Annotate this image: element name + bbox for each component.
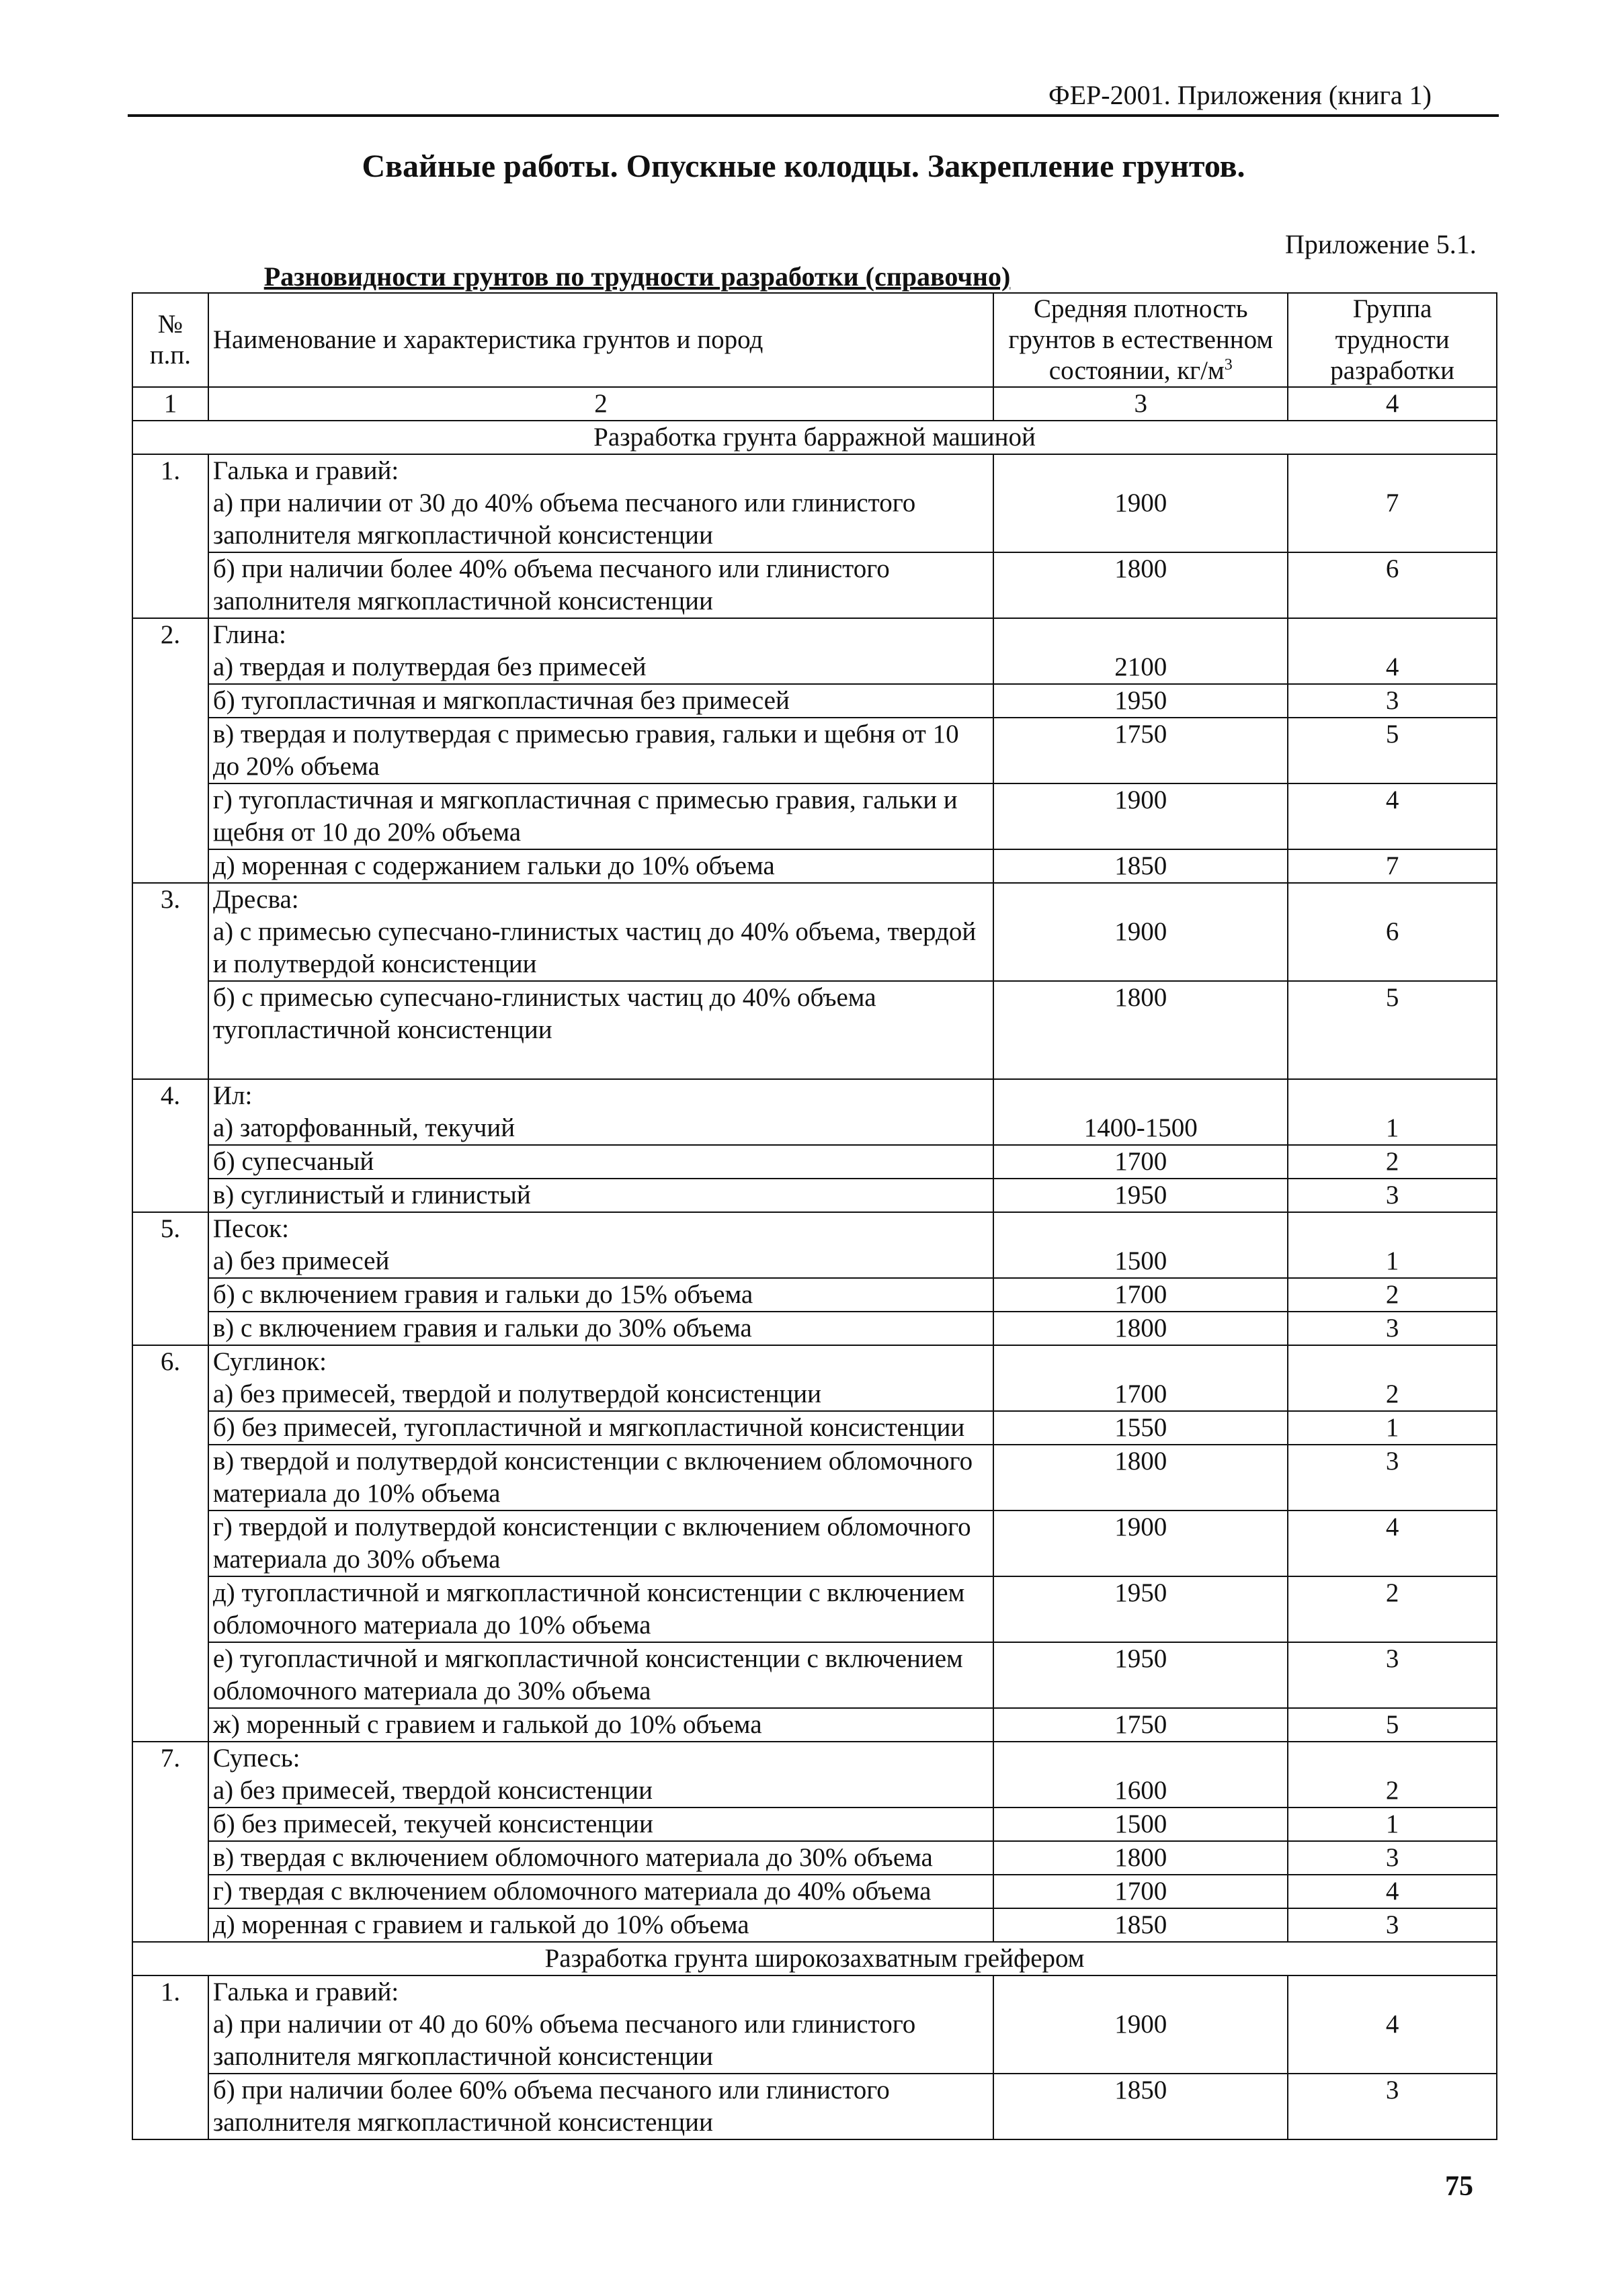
table-row [132, 1642, 1497, 1708]
density-value: 1800 [993, 1312, 1288, 1345]
soil-group-name: Глина: [208, 618, 993, 651]
soil-group-name: Дресва: [208, 883, 993, 916]
soil-description-text: в) с включением гравия и гальки до 30% объема [212, 1314, 752, 1343]
group-heading-row [132, 1212, 1497, 1245]
row-number: 1. [132, 454, 208, 487]
density-cell [993, 1742, 1288, 1775]
density-cell [993, 1212, 1288, 1245]
row-number-empty [132, 1808, 208, 1841]
group-cell [1288, 1345, 1497, 1378]
soil-description [208, 552, 993, 618]
row-number-empty [132, 1775, 208, 1808]
density-value: 1400-1500 [993, 1112, 1288, 1145]
soil-description [208, 1145, 993, 1179]
row-number-empty [132, 783, 208, 849]
soil-description [208, 1378, 993, 1411]
soil-table [132, 292, 1497, 2140]
column-number: 2 [208, 387, 993, 421]
section-row [132, 1942, 1497, 1975]
density-value: 1700 [993, 1278, 1288, 1312]
soil-description-text: д) тугопластичной и мягкопластичной консистенции с включением обломочного материала до 10% объема [212, 1578, 965, 1640]
row-number-empty [132, 981, 208, 1079]
group-heading-row [132, 454, 1497, 487]
row-number-empty [132, 1179, 208, 1212]
soil-description [208, 1312, 993, 1345]
density-value: 1850 [993, 1908, 1288, 1942]
group-heading-row [132, 618, 1497, 651]
soil-group-name: Галька и гравий: [208, 454, 993, 487]
row-number-empty [132, 1708, 208, 1742]
soil-description-text: а) при наличии от 30 до 40% объема песчаного или глинистого заполнителя мягкопластичной консистенции [212, 488, 916, 550]
difficulty-group: 5 [1288, 718, 1497, 783]
row-number-empty [132, 2008, 208, 2074]
soil-group-name: Галька и гравий: [208, 1975, 993, 2008]
group-heading-row [132, 1975, 1497, 2008]
density-value: 1550 [993, 1411, 1288, 1445]
soil-description [208, 1642, 993, 1708]
density-value: 1800 [993, 981, 1288, 1079]
difficulty-group: 7 [1288, 487, 1497, 552]
row-number: 1. [132, 1975, 208, 2008]
group-cell [1288, 1079, 1497, 1112]
row-number-empty [132, 1511, 208, 1576]
row-number-empty [132, 552, 208, 618]
soil-description [208, 1775, 993, 1808]
soil-description [208, 1445, 993, 1511]
soil-description-text: а) при наличии от 40 до 60% объема песчаного или глинистого заполнителя мягкопластичной консистенции [212, 2010, 916, 2071]
section-title: Разработка грунта барражной машиной [132, 421, 1497, 454]
density-cell [993, 1345, 1288, 1378]
group-cell [1288, 1742, 1497, 1775]
soil-description-text: г) твердая с включением обломочного материала до 40% объема [212, 1877, 932, 1906]
row-number-empty [132, 718, 208, 783]
difficulty-group: 6 [1288, 916, 1497, 981]
row-number-empty [132, 1411, 208, 1445]
soil-description [208, 1841, 993, 1875]
soil-description-text: г) тугопластичная и мягкопластичная с примесью гравия, гальки и щебня от 10 до 20% объема [212, 785, 958, 847]
soil-description [208, 718, 993, 783]
soil-description [208, 487, 993, 552]
row-number: 7. [132, 1742, 208, 1775]
density-value: 1750 [993, 1708, 1288, 1742]
table-row [132, 1179, 1497, 1212]
density-value: 1900 [993, 487, 1288, 552]
soil-description [208, 1708, 993, 1742]
column-number: 3 [993, 387, 1288, 421]
density-value: 2100 [993, 651, 1288, 684]
table-row [132, 1112, 1497, 1145]
soil-description-text: в) суглинистый и глинистый [212, 1181, 531, 1209]
column-number-row [132, 387, 1497, 421]
difficulty-group: 3 [1288, 1841, 1497, 1875]
table-row [132, 684, 1497, 718]
density-value: 1700 [993, 1145, 1288, 1179]
soil-description-text: б) супесчаный [212, 1147, 374, 1176]
density-header-sup: 3 [1224, 356, 1233, 374]
soil-description-text: в) твердой и полутвердой консистенции с включением обломочного материала до 10% объема [212, 1447, 973, 1508]
difficulty-group: 3 [1288, 1642, 1497, 1708]
row-number-empty [132, 487, 208, 552]
difficulty-group: 7 [1288, 849, 1497, 883]
soil-description-text: а) без примесей [212, 1246, 390, 1275]
group-cell [1288, 1212, 1497, 1245]
table-row [132, 1841, 1497, 1875]
difficulty-group: 4 [1288, 651, 1497, 684]
soil-description-text: а) без примесей, твердой и полутвердой консистенции [212, 1379, 821, 1408]
group-heading-row [132, 1345, 1497, 1378]
density-value: 1850 [993, 849, 1288, 883]
difficulty-group: 2 [1288, 1775, 1497, 1808]
density-value: 1700 [993, 1875, 1288, 1908]
table-caption: Разновидности грунтов по трудности разработки (справочно) [263, 261, 1011, 292]
difficulty-group: 1 [1288, 1112, 1497, 1145]
difficulty-group: 2 [1288, 1278, 1497, 1312]
row-number-empty [132, 1841, 208, 1875]
table-row [132, 1445, 1497, 1511]
row-number-empty [132, 1245, 208, 1278]
soil-description [208, 684, 993, 718]
soil-description-text: д) моренная с содержанием гальки до 10% объема [212, 851, 775, 880]
difficulty-group: 2 [1288, 1576, 1497, 1642]
soil-description [208, 1112, 993, 1145]
soil-description [208, 981, 993, 1079]
soil-description-text: б) с включением гравия и гальки до 15% объема [212, 1280, 753, 1309]
soil-description-text: в) твердая и полутвердая с примесью гравия, гальки и щебня от 10 до 20% объема [212, 720, 959, 781]
row-number: 2. [132, 618, 208, 651]
difficulty-group: 6 [1288, 552, 1497, 618]
soil-description [208, 1278, 993, 1312]
density-value: 1900 [993, 916, 1288, 981]
soil-description-text: б) при наличии более 40% объема песчаного или глинистого заполнителя мягкопластичной консистенции [212, 554, 890, 615]
table-row [132, 1576, 1497, 1642]
difficulty-group: 5 [1288, 1708, 1497, 1742]
table-row [132, 916, 1497, 981]
row-number-empty [132, 1278, 208, 1312]
group-heading-row [132, 883, 1497, 916]
density-value: 1900 [993, 2008, 1288, 2074]
col-header-density [993, 293, 1288, 387]
group-cell [1288, 1975, 1497, 2008]
group-cell [1288, 883, 1497, 916]
soil-description [208, 1576, 993, 1642]
density-value: 1900 [993, 1511, 1288, 1576]
group-cell [1288, 454, 1497, 487]
table-row [132, 2074, 1497, 2139]
table-row [132, 1875, 1497, 1908]
table-row [132, 1312, 1497, 1345]
group-heading-row [132, 1079, 1497, 1112]
soil-description-text: б) без примесей, тугопластичной и мягкопластичной консистенции [212, 1413, 965, 1442]
table-row [132, 981, 1497, 1079]
difficulty-group: 1 [1288, 1808, 1497, 1841]
row-number: 6. [132, 1345, 208, 1378]
soil-description [208, 1908, 993, 1942]
density-value: 1500 [993, 1245, 1288, 1278]
table-row [132, 849, 1497, 883]
row-number: 4. [132, 1079, 208, 1112]
table-row [132, 718, 1497, 783]
soil-group-name: Песок: [208, 1212, 993, 1245]
page-number: 75 [1445, 2171, 1473, 2202]
row-number-empty [132, 1145, 208, 1179]
soil-description-text: е) тугопластичной и мягкопластичной консистенции с включением обломочного материала до 30% объема [212, 1644, 963, 1705]
row-number-empty [132, 1642, 208, 1708]
group-cell [1288, 618, 1497, 651]
row-number-empty [132, 1445, 208, 1511]
soil-description [208, 849, 993, 883]
soil-description [208, 1808, 993, 1841]
soil-description-text: а) заторфованный, текучий [212, 1113, 516, 1142]
appendix-label: Приложение 5.1. [1285, 229, 1477, 259]
table-row [132, 1775, 1497, 1808]
row-number-empty [132, 1112, 208, 1145]
table-row [132, 1708, 1497, 1742]
density-value: 1950 [993, 1576, 1288, 1642]
table-row [132, 1511, 1497, 1576]
soil-description [208, 2074, 993, 2139]
section-title: Разработка грунта широкозахватным грейфером [132, 1942, 1497, 1975]
density-value: 1600 [993, 1775, 1288, 1808]
difficulty-group: 1 [1288, 1245, 1497, 1278]
difficulty-group: 3 [1288, 2074, 1497, 2139]
table-row [132, 1245, 1497, 1278]
soil-description [208, 651, 993, 684]
table-row [132, 1908, 1497, 1942]
row-number-empty [132, 684, 208, 718]
table-row [132, 1808, 1497, 1841]
density-value: 1750 [993, 718, 1288, 783]
soil-description [208, 916, 993, 981]
col-header-num: № п.п. [132, 293, 208, 387]
difficulty-group: 3 [1288, 1445, 1497, 1511]
difficulty-group: 4 [1288, 1875, 1497, 1908]
difficulty-group: 2 [1288, 1378, 1497, 1411]
row-number-empty [132, 1378, 208, 1411]
soil-description [208, 1245, 993, 1278]
soil-description [208, 1411, 993, 1445]
row-number-empty [132, 1576, 208, 1642]
soil-description [208, 1875, 993, 1908]
density-value: 1500 [993, 1808, 1288, 1841]
soil-description-text: ж) моренный с гравием и галькой до 10% объема [212, 1710, 762, 1739]
density-cell [993, 618, 1288, 651]
col-header-name: Наименование и характеристика грунтов и пород [208, 293, 993, 387]
density-value: 1950 [993, 684, 1288, 718]
soil-group-name: Супесь: [208, 1742, 993, 1775]
soil-description [208, 1179, 993, 1212]
column-number: 4 [1288, 387, 1497, 421]
running-header: ФЕР-2001. Приложения (книга 1) [1048, 80, 1432, 110]
difficulty-group: 4 [1288, 783, 1497, 849]
row-number: 3. [132, 883, 208, 916]
soil-description-text: а) без примесей, твердой консистенции [212, 1776, 653, 1805]
table-header-row [132, 293, 1497, 387]
table-row [132, 552, 1497, 618]
soil-description-text: д) моренная с гравием и галькой до 10% объема [212, 1910, 749, 1939]
row-number-empty [132, 2074, 208, 2139]
soil-description-text: а) твердая и полутвердая без примесей [212, 652, 647, 681]
soil-description [208, 1511, 993, 1576]
soil-description-text: а) с примесью супесчано-глинистых частиц до 40% объема, твердой и полутвердой консистенции [212, 917, 977, 978]
table-row [132, 783, 1497, 849]
row-number-empty [132, 1875, 208, 1908]
column-number: 1 [132, 387, 208, 421]
soil-description-text: б) с примесью супесчано-глинистых частиц до 40% объема тугопластичной консистенции [212, 983, 876, 1044]
density-value: 1900 [993, 783, 1288, 849]
table-row [132, 2008, 1497, 2074]
table-row [132, 1145, 1497, 1179]
soil-group-name: Суглинок: [208, 1345, 993, 1378]
density-value: 1700 [993, 1378, 1288, 1411]
density-cell [993, 1079, 1288, 1112]
difficulty-group: 3 [1288, 1312, 1497, 1345]
soil-description-text: б) без примесей, текучей консистенции [212, 1810, 653, 1838]
difficulty-group: 3 [1288, 1179, 1497, 1212]
difficulty-group: 5 [1288, 981, 1497, 1079]
density-cell [993, 454, 1288, 487]
density-cell [993, 1975, 1288, 2008]
table-row [132, 487, 1497, 552]
row-number-empty [132, 651, 208, 684]
row-number: 5. [132, 1212, 208, 1245]
soil-description [208, 783, 993, 849]
density-value: 1950 [993, 1179, 1288, 1212]
table-row [132, 651, 1497, 684]
section-row [132, 421, 1497, 454]
table-row [132, 1278, 1497, 1312]
difficulty-group: 4 [1288, 1511, 1497, 1576]
soil-group-name: Ил: [208, 1079, 993, 1112]
density-value: 1950 [993, 1642, 1288, 1708]
soil-description-text: г) твердой и полутвердой консистенции с включением обломочного материала до 30% объема [212, 1513, 971, 1574]
density-value: 1850 [993, 2074, 1288, 2139]
density-value: 1800 [993, 1841, 1288, 1875]
difficulty-group: 1 [1288, 1411, 1497, 1445]
soil-description-text: в) твердая с включением обломочного материала до 30% объема [212, 1843, 933, 1872]
group-heading-row [132, 1742, 1497, 1775]
table-row [132, 1378, 1497, 1411]
density-value: 1800 [993, 1445, 1288, 1511]
row-number-empty [132, 1908, 208, 1942]
difficulty-group: 4 [1288, 2008, 1497, 2074]
soil-description-text: б) при наличии более 60% объема песчаного или глинистого заполнителя мягкопластичной консистенции [212, 2076, 890, 2137]
density-header-text: Средняя плотность грунтов в естественном состоянии, кг/м [1008, 294, 1274, 385]
difficulty-group: 3 [1288, 684, 1497, 718]
density-cell [993, 883, 1288, 916]
row-number-empty [132, 1312, 208, 1345]
difficulty-group: 3 [1288, 1908, 1497, 1942]
row-number-empty [132, 916, 208, 981]
col-header-group: Группа трудности разработки [1288, 293, 1497, 387]
density-value: 1800 [993, 552, 1288, 618]
header-rule [128, 114, 1499, 117]
difficulty-group: 2 [1288, 1145, 1497, 1179]
soil-description-text: б) тугопластичная и мягкопластичная без примесей [212, 686, 790, 715]
row-number-empty [132, 849, 208, 883]
table-row [132, 1411, 1497, 1445]
soil-description [208, 2008, 993, 2074]
page-title: Свайные работы. Опускные колодцы. Закрепление грунтов. [362, 148, 1245, 184]
